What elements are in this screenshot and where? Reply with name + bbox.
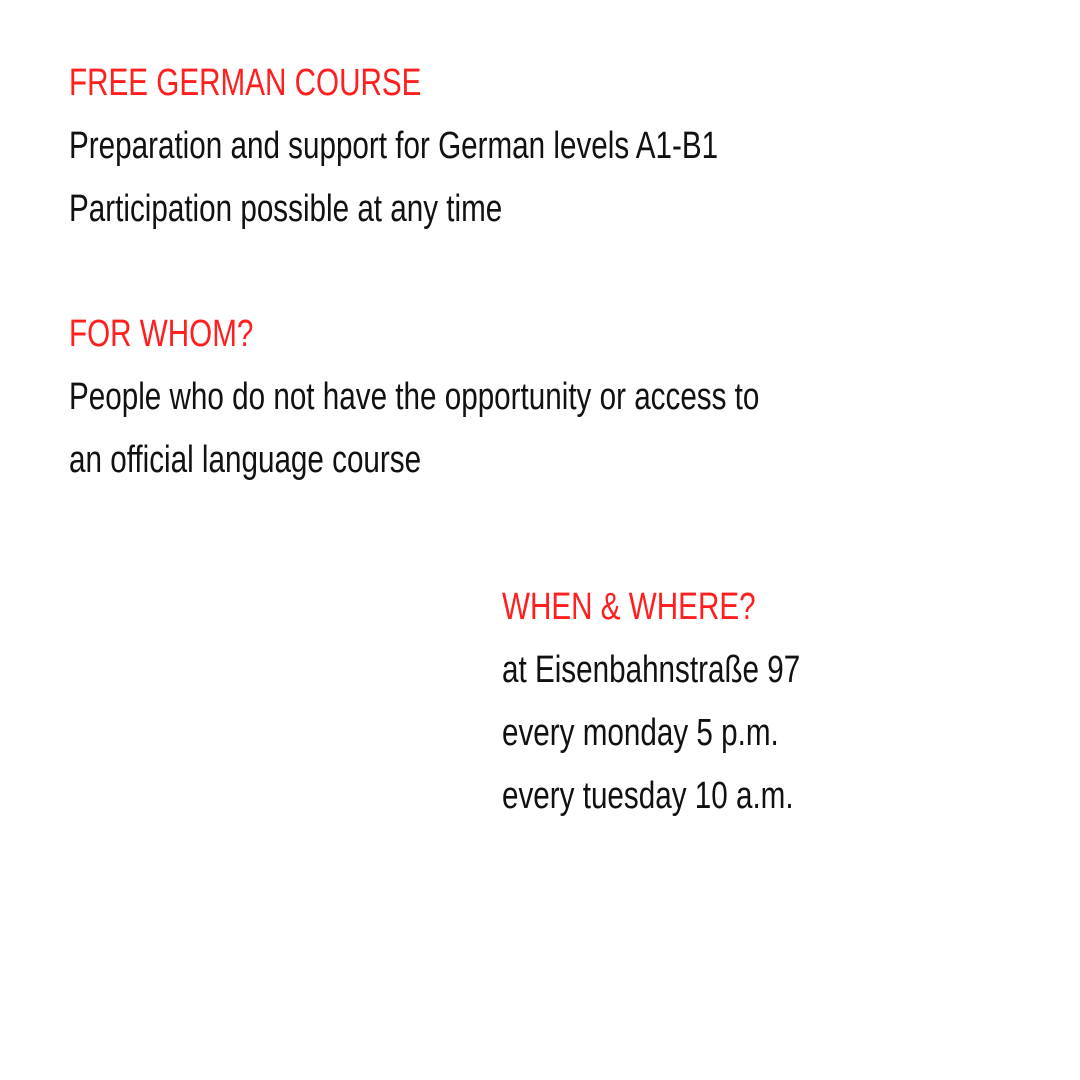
course-description-line-2: Participation possible at any time (69, 188, 503, 230)
location-line: at Eisenbahnstraße 97 (502, 649, 801, 691)
schedule-heading: WHEN & WHERE? (502, 586, 756, 628)
monday-time-line: every monday 5 p.m. (502, 712, 779, 754)
course-description-line-1: Preparation and support for German levels A1-B1 (69, 125, 719, 167)
audience-section (69, 303, 954, 492)
schedule-section (502, 576, 884, 828)
course-heading: FREE GERMAN COURSE (69, 62, 422, 104)
audience-line-1: People who do not have the opportunity or access to (69, 376, 760, 418)
audience-line-2: an official language course (69, 439, 422, 481)
audience-heading: FOR WHOM? (69, 313, 254, 355)
tuesday-time-line: every tuesday 10 a.m. (502, 775, 794, 817)
course-section (69, 52, 901, 241)
